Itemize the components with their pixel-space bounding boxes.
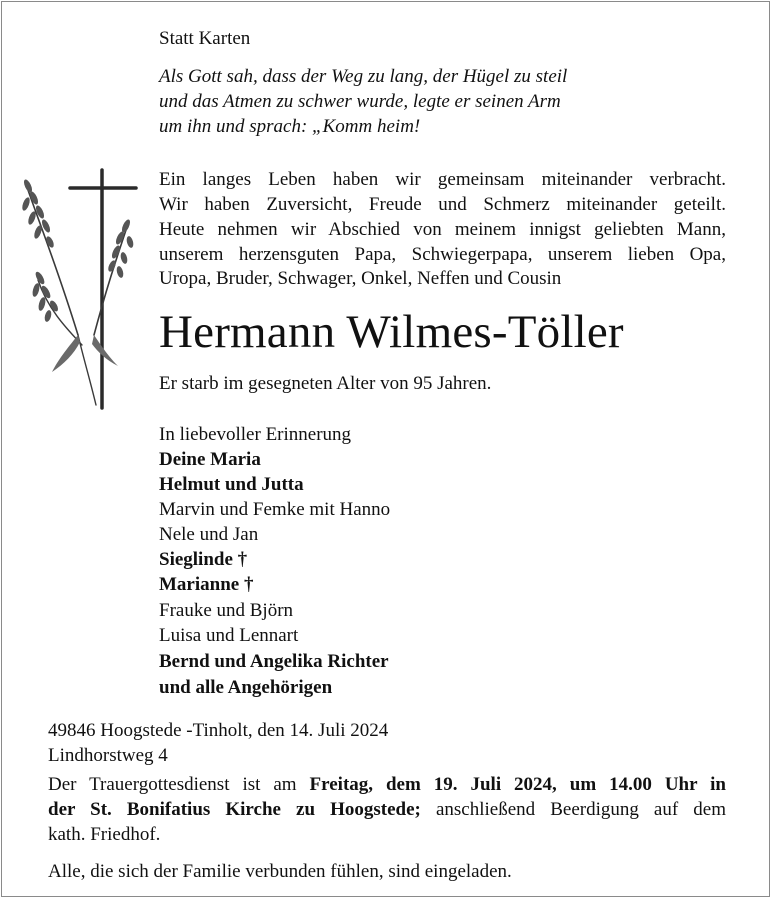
service-text: anschließend Beerdigung auf dem	[435, 799, 726, 820]
intro-line: unserem herzensguten Papa, Schwiegerpapa, unserem lieben Opa,	[159, 244, 726, 265]
mourners-intro: In liebevoller Erinnerung	[159, 424, 352, 445]
mourner-entry: Deine Maria	[159, 449, 261, 470]
intro-line: Wir haben Zuversicht, Freude und Schmerz miteinander geteilt.	[159, 194, 726, 215]
mourner-entry: Marvin und Femke mit Hanno	[159, 499, 391, 520]
mourner-entry: Nele und Jan	[159, 524, 259, 545]
service-line: kath. Friedhof.	[48, 824, 161, 845]
intro-line: Uropa, Bruder, Schwager, Onkel, Neffen und Cousin	[159, 268, 562, 289]
service-line	[48, 773, 726, 798]
deceased-name: Hermann Wilmes-Töller	[159, 306, 624, 358]
service-date-time: Freitag, dem 19. Juli 2024, um 14.00 Uhr in	[309, 774, 727, 795]
mourner-entry: und alle Angehörigen	[159, 677, 333, 698]
intro-line: Heute nehmen wir Abschied von meinem innigst geliebten Mann,	[159, 219, 726, 240]
address-street: Lindhorstweg 4	[48, 745, 168, 766]
poem-line: Als Gott sah, dass der Weg zu lang, der Hügel zu steil	[159, 66, 568, 87]
mourner-entry: Bernd und Angelika Richter	[159, 651, 389, 672]
mourner-entry: Luisa und Lennart	[159, 625, 299, 646]
closing-text: Alle, die sich der Familie verbunden fühlen, sind eingeladen.	[48, 861, 512, 882]
mourner-entry: Helmut und Jutta	[159, 474, 304, 495]
mourner-entry: Sieglinde †	[159, 549, 248, 570]
age-text: Er starb im gesegneten Alter von 95 Jahren.	[159, 373, 492, 394]
mourner-entry: Frauke und Björn	[159, 600, 294, 621]
mourner-entry: Marianne †	[159, 574, 254, 595]
service-church: der St. Bonifatius Kirche zu Hoogstede;	[48, 799, 421, 820]
cross-wheat-icon	[18, 160, 138, 410]
service-line	[48, 798, 726, 823]
address-place-date: 49846 Hoogstede -Tinholt, den 14. Juli 2024	[48, 720, 389, 741]
poem-line: und das Atmen zu schwer wurde, legte er seinen Arm	[159, 91, 561, 112]
header-statt-karten: Statt Karten	[159, 28, 251, 49]
service-text: Der Trauergottesdienst ist am	[48, 774, 297, 795]
intro-line: Ein langes Leben haben wir gemeinsam miteinander verbracht.	[159, 169, 726, 190]
poem-line: um ihn und sprach: „Komm heim!	[159, 116, 421, 137]
